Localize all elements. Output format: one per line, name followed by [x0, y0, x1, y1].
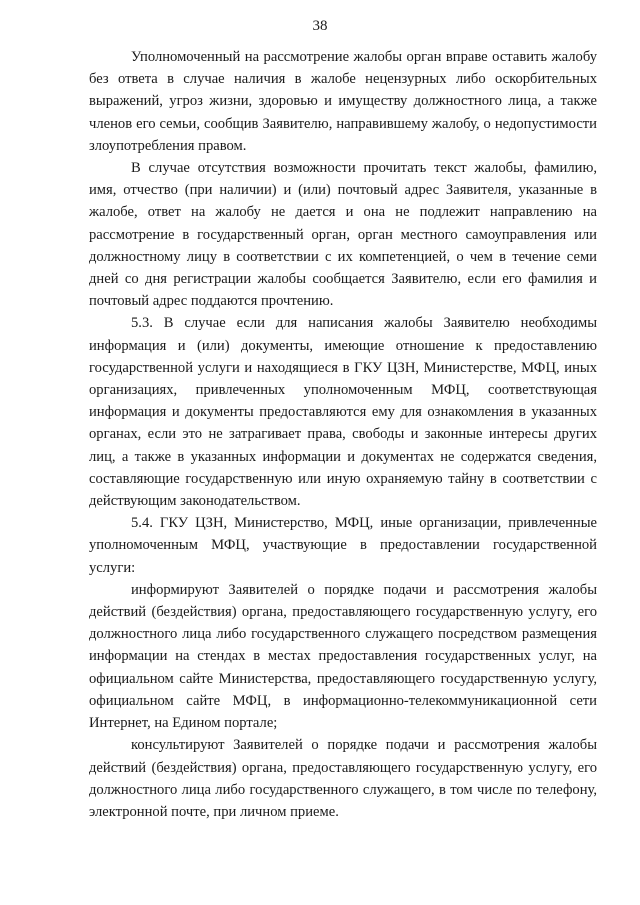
- document-body: [89, 46, 597, 823]
- paragraph-5-4-organizations: 5.4. ГКУ ЦЗН, Министерство, МФЦ, иные организации, привлеченные уполномоченным МФЦ, участвующие в предоставлении государственной услуги:: [89, 515, 597, 576]
- paragraph-unreadable-complaint: В случае отсутствия возможности прочитать текст жалобы, фамилию, имя, отчество (при наличии) и (или) почтовый адрес Заявителя, указанные в жалобе, ответ на жалобу не дается и она не подлежит направлению на рассмотрение в государственный орган, орган местного самоуправления или должностному лицу в соответствии с их компетенцией, о чем в течение семи дней со дня регистрации жалобы сообщается Заявителю, если его фамилия и почтовый адрес поддаются прочтению.: [89, 160, 597, 310]
- page-number: 38: [312, 18, 328, 34]
- paragraph-5-3-information-access: 5.3. В случае если для написания жалобы Заявителю необходимы информация и (или) документы, имеющие отношение к предоставлению государственной услуги и находящиеся в ГКУ ЦЗН, Министерстве, МФЦ, иных организациях, привлеченных уполномоченным МФЦ, соответствующая информация и документы предоставляются ему для ознакомления в указанных органах, если это не затрагивает права, свободы и законные интересы других лиц, а также в указанных информации и документах не содержатся сведения, составляющие государственную или иную охраняемую тайну в соответствии с действующим законодательством.: [89, 315, 597, 510]
- paragraph-obscene-language: Уполномоченный на рассмотрение жалобы орган вправе оставить жалобу без ответа в случае наличия в жалобе нецензурных либо оскорбительных выражений, угроз жизни, здоровью и имуществу должностного лица, а также членов его семьи, сообщив Заявителю, направившему жалобу, о недопустимости злоупотребления правом.: [89, 49, 597, 154]
- paragraph-consulting-applicants: консультируют Заявителей о порядке подачи и рассмотрения жалобы действий (бездействия) органа, предоставляющего государственную услугу, его должностного лица либо государственного служащего, в том числе по телефону, электронной почте, при личном приеме.: [89, 737, 597, 820]
- paragraph-informing-applicants: информируют Заявителей о порядке подачи и рассмотрения жалобы действий (бездействия) органа, предоставляющего государственную услугу, его должностного лица либо государственного служащего посредством размещения информации на стендах в местах предоставления государственных услуг, на официальном сайте Министерства, предоставляющего государственную услугу, официальном сайте МФЦ, в информационно-телекоммуникационной сети Интернет, на Едином портале;: [89, 581, 597, 732]
